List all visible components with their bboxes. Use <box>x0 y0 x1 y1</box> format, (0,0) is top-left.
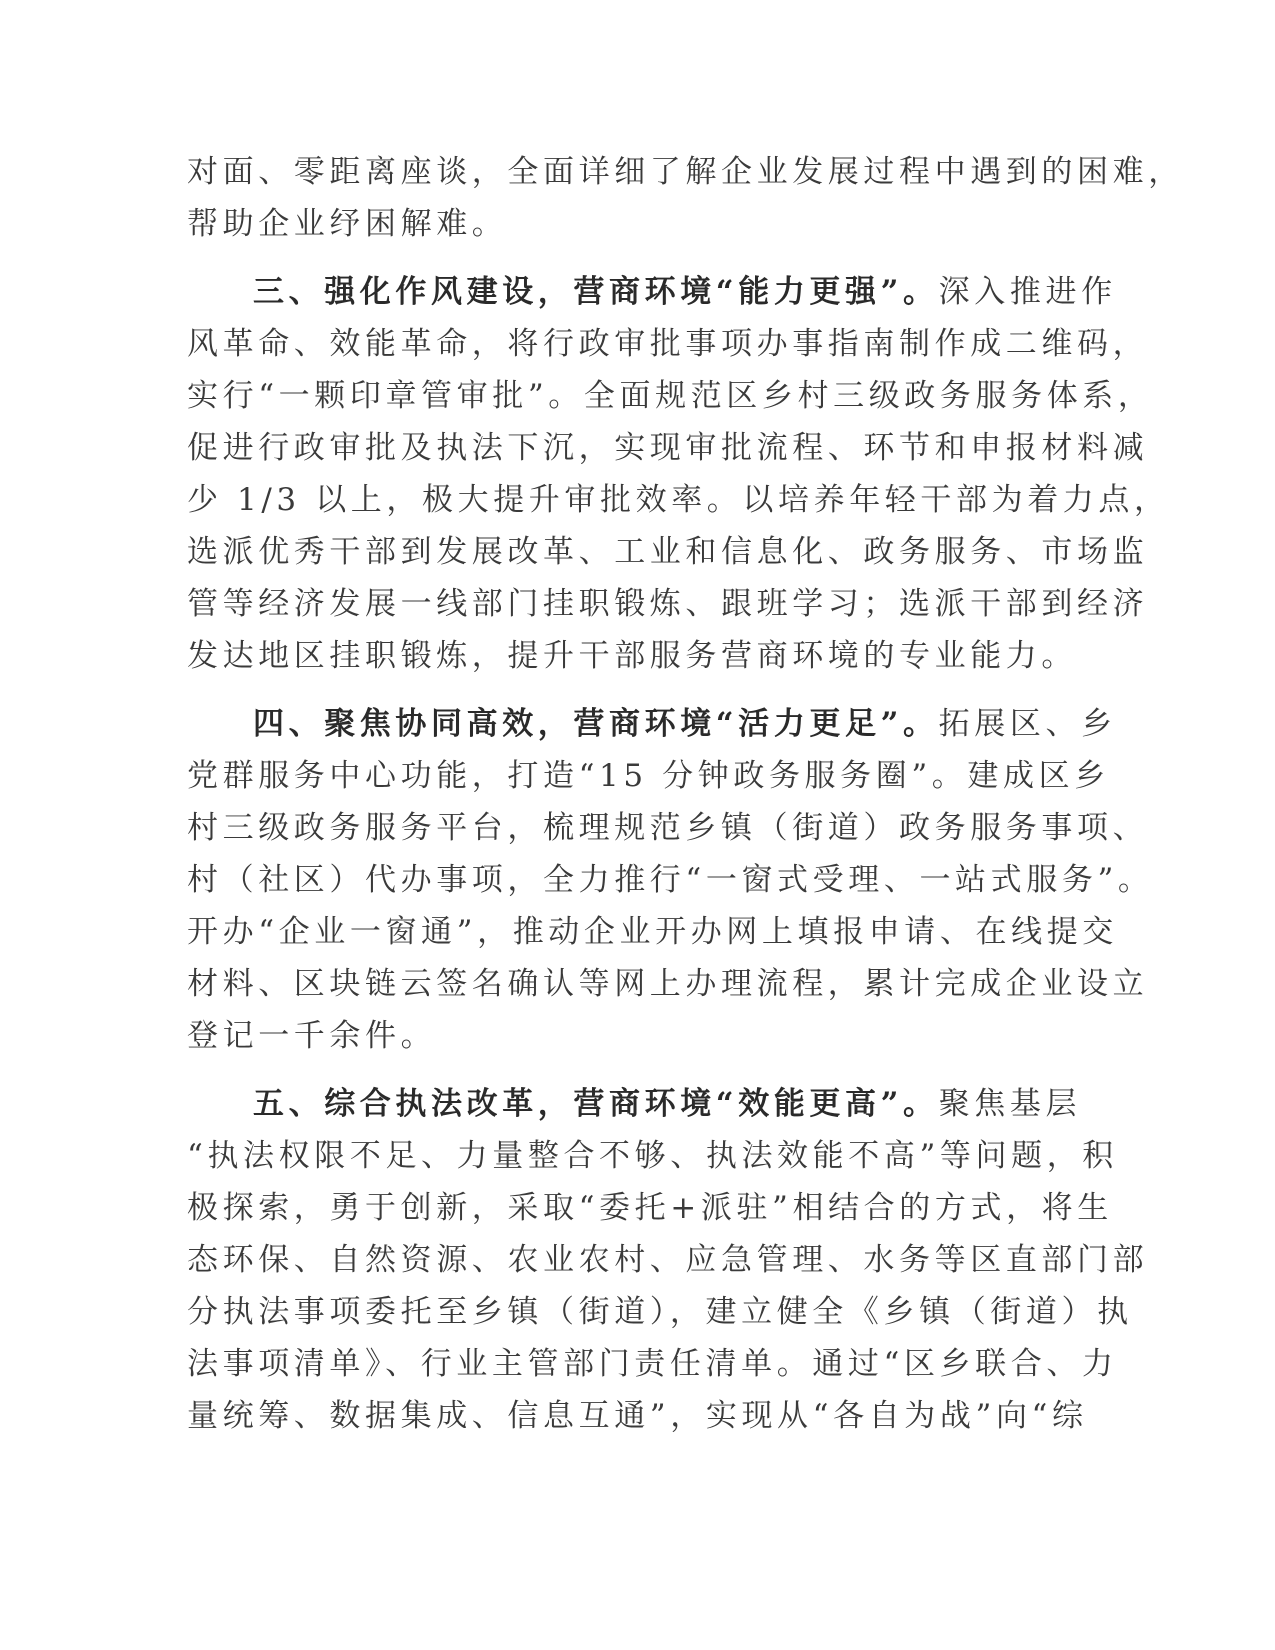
section-3-heading: 三、强化作风建设，营商环境“能力更强”。 <box>253 274 939 310</box>
section-4-line: 村三级政务服务平台，梳理规范乡镇（街道）政务服务事项、 <box>187 810 1149 846</box>
section-3-first-line-rest: 深入推进作 <box>938 274 1117 310</box>
section-5-heading: 五、综合执法改革，营商环境“效能更高”。 <box>253 1086 939 1122</box>
section-3-first-line <box>253 266 1153 318</box>
section-4-line: 党群服务中心功能，打造“15 分钟政务服务圈”。建成区乡 <box>187 758 1110 794</box>
section-4-heading: 四、聚焦协同高效，营商环境“活力更足”。 <box>253 706 939 742</box>
section-5-line: 分执法事项委托至乡镇（街道），建立健全《乡镇（街道）执 <box>187 1294 1133 1330</box>
section-5-line: 法事项清单》、行业主管部门责任清单。通过“区乡联合、力 <box>187 1346 1118 1382</box>
section-4-line: 村（社区）代办事项，全力推行“一窗式受理、一站式服务”。 <box>187 862 1154 898</box>
section-3-line: 风革命、效能革命，将行政审批事项办事指南制作成二维码， <box>187 326 1149 362</box>
section-4-line: 开办“企业一窗通”，推动企业开办网上填报申请、在线提交 <box>187 914 1118 950</box>
section-5-line: “执法权限不足、力量整合不够、执法效能不高”等问题，积 <box>187 1138 1118 1174</box>
section-5-line: 极探索，勇于创新，采取“委托+派驻”相结合的方式，将生 <box>187 1190 1113 1226</box>
section-5-line: 态环保、自然资源、农业农村、应急管理、水务等区直部门部 <box>187 1242 1149 1278</box>
intro-line-1: 对面、零距离座谈，全面详细了解企业发展过程中遇到的困难， <box>187 154 1184 190</box>
section-4-first-line-rest: 拓展区、乡 <box>938 706 1117 742</box>
section-5-first-line <box>253 1078 1153 1130</box>
section-3-line: 管等经济发展一线部门挂职锻炼、跟班学习；选派干部到经济 <box>187 586 1149 622</box>
section-5-first-line-rest: 聚焦基层 <box>938 1086 1082 1122</box>
section-3-line: 促进行政审批及执法下沉，实现审批流程、环节和申报材料减 <box>187 430 1149 466</box>
section-3-line: 发达地区挂职锻炼，提升干部服务营商环境的专业能力。 <box>187 638 1077 674</box>
section-3-line: 少 1/3 以上，极大提升审批效率。以培养年轻干部为着力点， <box>187 482 1170 518</box>
section-3-line: 实行“一颗印章管审批”。全面规范区乡村三级政务服务体系， <box>187 378 1154 414</box>
section-4-line: 材料、区块链云签名确认等网上办理流程，累计完成企业设立 <box>187 966 1149 1002</box>
section-3-line: 选派优秀干部到发展改革、工业和信息化、政务服务、市场监 <box>187 534 1149 570</box>
section-5-line: 量统筹、数据集成、信息互通”，实现从“各自为战”向“综 <box>187 1398 1088 1434</box>
section-4-line: 登记一千余件。 <box>187 1018 437 1054</box>
intro-line-2: 帮助企业纾困解难。 <box>187 206 508 242</box>
section-4-first-line <box>253 698 1153 750</box>
